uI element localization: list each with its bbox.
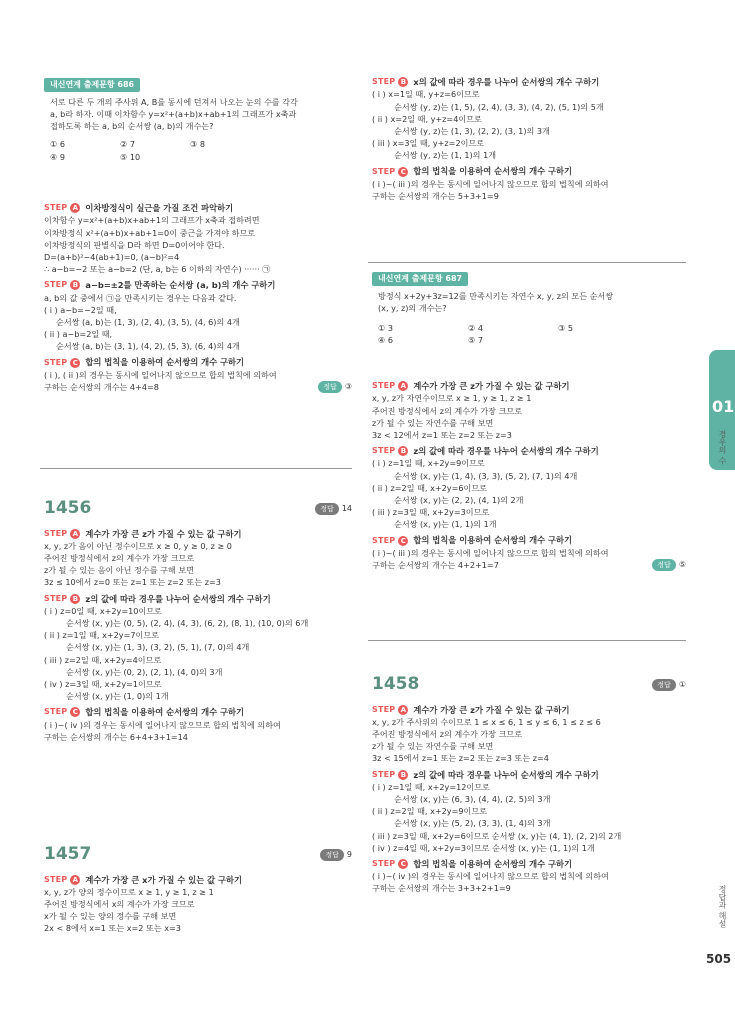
step-a-687: STEP A 계수가 가장 큰 z가 가질 수 있는 값 구하기 — [372, 381, 570, 391]
step-b-686: STEP B a−b=±2를 만족하는 순서쌍 (a, b)의 개수 구하기 — [44, 280, 276, 291]
divider — [40, 468, 352, 469]
divider — [368, 262, 686, 263]
choices-687: ① 3 ② 4 ③ 5 ④ 6 ⑤ 7 — [378, 323, 573, 346]
step-c-1456: STEP C 합의 법칙을 이용하여 순서쌍의 개수 구하기 — [44, 707, 245, 718]
step-c-1458: STEP C 합의 법칙을 이용하여 순서쌍의 개수 구하기 — [372, 858, 573, 869]
step-c-686: STEP C 합의 법칙을 이용하여 순서쌍의 개수 구하기 — [44, 357, 245, 368]
answer-1456: 정답 14 — [315, 503, 352, 516]
badge-687: 내신연계 출제문항 687 — [372, 272, 468, 286]
answer-686: 정답 ③ — [318, 381, 352, 394]
solution-686: STEP A 이차방정식이 실근을 가질 조건 파악하기 이차함수 y=x²+(a+b)x+ab+1의 그래프가 x축과 접하려면 이차방정식 x²+(a+b)x+ab+1=0이 중근을 가져야 하므로 이차방정식의 판별식을 D라 하면 D=0이어야 한다. D=(a+b)²−4(ab+1)=0, (a−b)²=4 ∴ a−b=−2 또는 a−b=2 (단, a, b는 6 이하의 자연수) ······ ㉠ STEP B a−b=±2를 만족하는 순서쌍 (a, b)의 개수 구하기 a, b의 값 중에서 ㉠을 만족시키는 경우는 다음과 같다. ( i ) a−b=−2일 때, 순서쌍 (a, b)는 (1, 3), (2, 4), (3, 5), (4, 6)의 4개 ( ii ) a−b=2일 때, 순서쌍 (a, b)는 (3, 1), (4, 2), (5, 3), (6, 4)의 4개 STEP C 합의 법칙을 이용하여 순서쌍의 개수 구하기 ( i ), ( ii )의 경우는 동시에 일어나지 않으므로 합의 법칙에 의하여 구하는 순서쌍의 개수는 4+4=8 정답 ③ — [44, 203, 352, 393]
step-b-1456: STEP B z의 값에 따라 경우를 나누어 순서쌍의 개수 구하기 — [44, 593, 271, 604]
choices-686: ① 6 ② 7 ③ 8 ④ 9 ⑤ 10 — [50, 139, 205, 162]
step-a-1456: STEP A 계수가 가장 큰 z가 가질 수 있는 값 구하기 — [44, 528, 242, 539]
solution-687: STEP A 계수가 가장 큰 z가 가질 수 있는 값 구하기 x, y, z가 자연수이므로 x ≥ 1, y ≥ 1, z ≥ 1 주어진 방정식에서 z의 계수가 가장 크므로 z가 될 수 있는 자연수를 구해 보면 3z < 12에서 z=1 또는 z=2 또는 z=3 STEP B z의 값에 따라 경우를 나누어 순서쌍의 개수 구하기 ( i ) z=1일 때, x+2y=9이므로 순서쌍 (x, y)는 (1, 4), (3, 3), (5, 2), (7, 1)의 4개 ( ii ) z=2일 때, x+2y=6이므로 순서쌍 (x, y)는 (2, 2), (4, 1)의 2개 ( iii ) z=3일 때, x+2y=3이므로 순서쌍 (x, y)는 (1, 1)의 1개 STEP C 합의 법칙을 이용하여 순서쌍의 개수 구하기 ( i )~( iii )의 경우는 동시에 일어나지 않으므로 합의 법칙에 의하여 구하는 순서쌍의 개수는 4+2+1=7 정답 ⑤ — [372, 381, 686, 571]
problem-1456: 1456 정답 14 STEP A 계수가 가장 큰 z가 가질 수 있는 값 구하기 x, y, z가 음이 아닌 정수이므로 x ≥ 0, y ≥ 0, z ≥ 0 주어진 방정식에서 z의 계수가 가장 크므로 z가 될 수 있는 음이 아닌 정수를 구해 보면 3z ≤ 10에서 z=0 또는 z=1 또는 z=2 또는 z=3 STEP B z의 값에 따라 경우를 나누어 순서쌍의 개수 구하기 ( i ) z=0일 때, x+2y=10이므로 순서쌍 (x, y)는 (0, 5), (2, 4), (4, 3), (6, 2), (8, 1), (10, 0)의 6개 ( ii ) z=1일 때, x+2y=7이므로 순서쌍 (x, y)는 (1, 3), (3, 2), (5, 1), (7, 0)의 4개 ( iii ) z=2일 때, x+2y=4이므로 순서쌍 (x, y)는 (0, 2), (2, 1), (4, 0)의 3개 ( iv ) z=3일 때, x+2y=1이므로 순서쌍 (x, y)는 (1, 0)의 1개 STEP C 합의 법칙을 이용하여 순서쌍의 개수 구하기 ( i )~( iv )의 경우는 동시에 일어나지 않으므로 합의 법칙에 의하여 구하는 순서쌍의 개수는 6+4+3+1=14 — [44, 498, 352, 742]
problem-686 — [40, 78, 352, 163]
problem-number-1458: 1458 — [372, 674, 420, 694]
badge-686: 내신연계 출제문항 686 — [44, 78, 140, 92]
problem-1458: 1458 정답 ① STEP A 계수가 가장 큰 z가 가질 수 있는 값 구하기 x, y, z가 주사위의 수이므로 1 ≤ x ≤ 6, 1 ≤ y ≤ 6, 1 ≤ z ≤ 6 주어진 방정식에서 z의 계수가 가장 크므로 z가 될 수 있는 자연수를 구해 보면 3z < 15에서 z=1 또는 z=2 또는 z=3 또는 z=4 STEP B z의 값에 따라 경우를 나누어 순서쌍의 개수 구하기 ( i ) z=1일 때, x+2y=12이므로 순서쌍 (x, y)는 (6, 3), (4, 4), (2, 5)의 3개 ( ii ) z=2일 때, x+2y=9이므로 순서쌍 (x, y)는 (5, 2), (3, 3), (1, 4)의 3개 ( iii ) z=3일 때, x+2y=6이므로 순서쌍 (x, y)는 (4, 1), (2, 2)의 2개 ( iv ) z=4일 때, x+2y=3이므로 순서쌍 (x, y)는 (1, 1)의 1개 STEP C 합의 법칙을 이용하여 순서쌍의 개수 구하기 ( i )~( iv )의 경우는 동시에 일어나지 않으므로 합의 법칙에 의하여 구하는 순서쌍의 개수는 3+3+2+1=9 — [372, 674, 686, 894]
chapter-tab-number: 01 — [712, 397, 735, 416]
problem-687 — [368, 272, 686, 347]
problem-number-1456: 1456 — [44, 498, 92, 518]
chapter-title: 경우의 수 — [718, 430, 727, 465]
solution-1457-cont: STEP B x의 값에 따라 경우를 나누어 순서쌍의 개수 구하기 ( i ) x=1일 때, y+z=6이므로 순서쌍 (y, z)는 (1, 5), (2, 4), (3, 3), (4, 2), (5, 1)의 5개 ( ii ) x=2일 때, y+z=4이므로 순서쌍 (y, z)는 (1, 3), (2, 2), (3, 1)의 3개 ( iii ) x=3일 때, y+z=2이므로 순서쌍 (y, z)는 (1, 1)의 1개 STEP C 합의 법칙을 이용하여 순서쌍의 개수 구하기 ( i )~( iii )의 경우는 동시에 일어나지 않으므로 합의 법칙에 의하여 구하는 순서쌍의 개수는 5+3+1=9 — [372, 72, 686, 202]
answer-687: 정답 ⑤ — [652, 559, 686, 572]
step-c-687: STEP C 합의 법칙을 이용하여 순서쌍의 개수 구하기 — [372, 535, 573, 546]
problem-number-1457: 1457 — [44, 844, 92, 864]
answer-1457: 정답 9 — [320, 849, 352, 862]
step-c-1457: STEP C 합의 법칙을 이용하여 순서쌍의 개수 구하기 — [372, 166, 573, 177]
section-footer: 정답과 해설 — [718, 885, 727, 928]
page-number: 505 — [706, 952, 732, 966]
problem-1457: 1457 정답 9 STEP A 계수가 가장 큰 x가 가질 수 있는 값 구하기 x, y, z가 양의 정수이므로 x ≥ 1, y ≥ 1, z ≥ 1 주어진 방정식에서 x의 계수가 가장 크므로 x가 될 수 있는 양의 정수를 구해 보면 2x < 8에서 x=1 또는 x=2 또는 x=3 — [44, 844, 352, 934]
step-a-686: STEP A 이차방정식이 실근을 가질 조건 파악하기 — [44, 203, 234, 213]
answer-1458: 정답 ① — [652, 679, 686, 692]
step-b-1458: STEP B z의 값에 따라 경우를 나누어 순서쌍의 개수 구하기 — [372, 769, 599, 780]
question-686: 서로 다른 두 개의 주사위 A, B를 동시에 던져서 나오는 눈의 수를 각각 a, b라 하자. 이때 이차함수 y=x²+(a+b)x+ab+1의 그래프가 x축과 접하도록 하는 a, b의 순서쌍 (a, b)의 개수는? — [50, 97, 298, 132]
divider — [368, 640, 686, 641]
question-687: 방정식 x+2y+3z=12를 만족시키는 자연수 x, y, z의 모든 순서쌍 (x, y, z)의 개수는? — [378, 291, 614, 314]
step-b-687: STEP B z의 값에 따라 경우를 나누어 순서쌍의 개수 구하기 — [372, 446, 599, 456]
step-a-1458: STEP A 계수가 가장 큰 z가 가질 수 있는 값 구하기 — [372, 704, 570, 715]
step-b-1457: STEP B x의 값에 따라 경우를 나누어 순서쌍의 개수 구하기 — [372, 77, 600, 87]
step-a-1457: STEP A 계수가 가장 큰 x가 가질 수 있는 값 구하기 — [44, 874, 243, 885]
